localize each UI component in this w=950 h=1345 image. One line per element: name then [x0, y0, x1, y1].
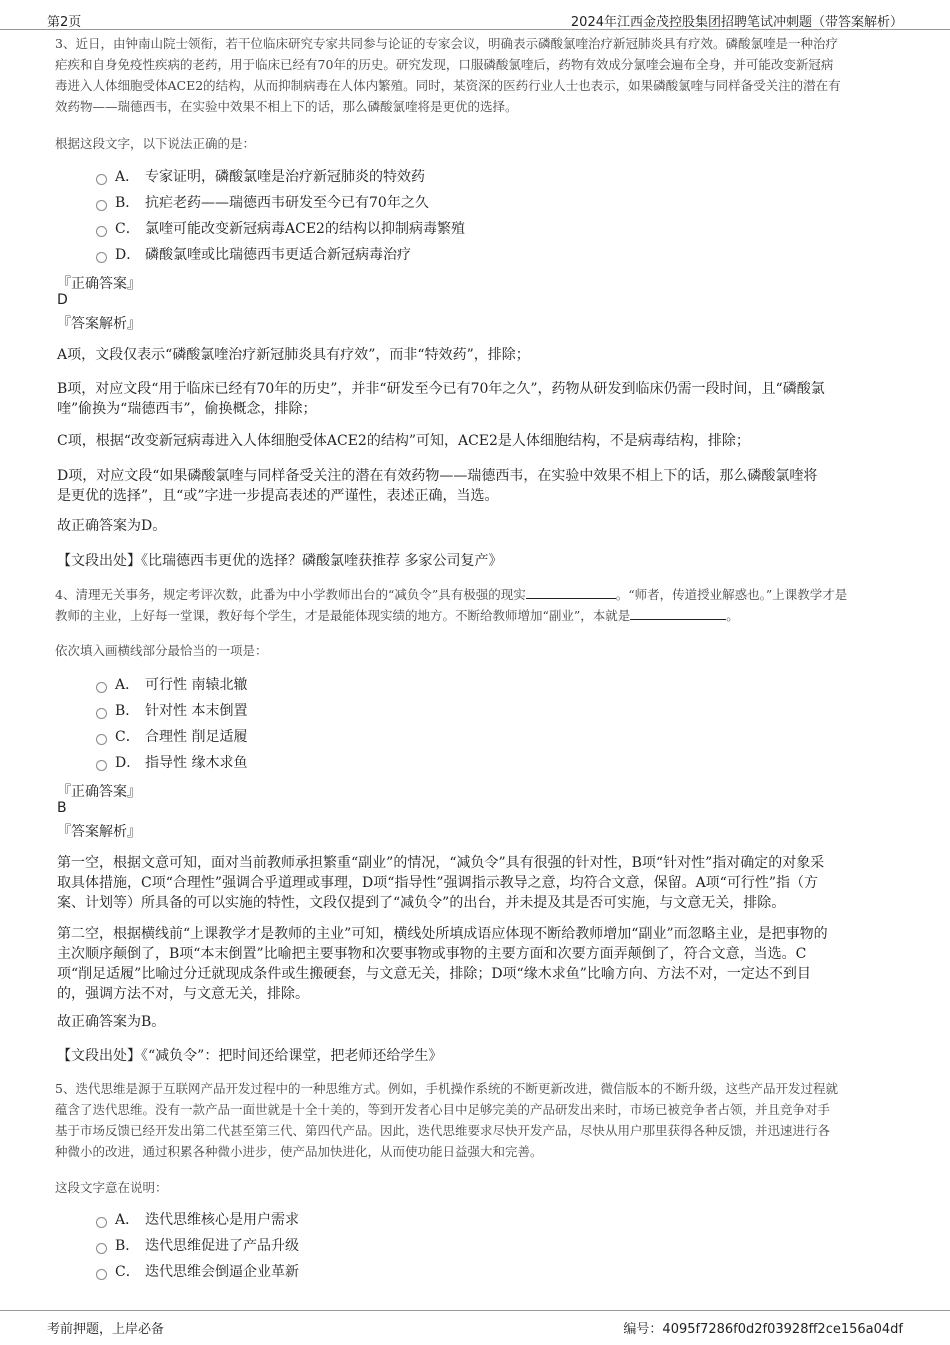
- option-text: 可行性 南辕北辙: [145, 677, 248, 693]
- fill-blank-1[interactable]: [526, 587, 616, 599]
- q5-option-c[interactable]: C． 迭代思维会倒逼企业革新: [96, 1260, 299, 1282]
- radio-icon[interactable]: [96, 1269, 107, 1280]
- q3-answer-label: 『正确答案』: [57, 276, 141, 292]
- radio-icon[interactable]: [96, 1217, 107, 1228]
- radio-icon[interactable]: [96, 1243, 107, 1254]
- option-text: 磷酸氯喹或比瑞德西韦更适合新冠病毒治疗: [145, 247, 411, 263]
- radio-icon[interactable]: [96, 200, 107, 211]
- passage-line: 毒进入人体细胞受体ACE2的结构，从而抑制病毒在人体内繁殖。同时，某资深的医药行业人士也表示，如果磷酸氯喹与同样备受关注的潜在有: [55, 78, 841, 93]
- q4-option-a[interactable]: A． 可行性 南辕北辙: [96, 673, 247, 695]
- q3-option-b[interactable]: B． 抗疟老药——瑞德西韦研发至今已有70年之久: [96, 191, 429, 213]
- q4-answer-label: 『正确答案』: [57, 784, 141, 800]
- q3-explanation-c: C项，根据“改变新冠病毒进入人体细胞受体ACE2的结构”可知，ACE2是人体细胞结构，不是病毒结构，排除；: [57, 433, 750, 449]
- passage-line: 蕴含了迭代思维。没有一款产品一面世就是十全十美的，等到开发者心目中足够完美的产品研发出来时，市场已被竞争者占领，并且竞争对手: [55, 1102, 831, 1117]
- radio-icon[interactable]: [96, 708, 107, 719]
- fill-blank-2[interactable]: [630, 608, 726, 620]
- q3-prompt: 根据这段文字，以下说法正确的是：: [55, 136, 256, 151]
- q4-conclusion: 故正确答案为B。: [57, 1014, 166, 1030]
- q3-option-a[interactable]: A． 专家证明，磷酸氯喹是治疗新冠肺炎的特效药: [96, 165, 425, 187]
- q5-prompt: 这段文字意在说明：: [55, 1180, 168, 1195]
- passage-line: 5、迭代思维是源于互联网产品开发过程中的一种思维方式。例如，手机操作系统的不断更新改进，微信版本的不断升级，这些产品开发过程就: [55, 1081, 838, 1096]
- q3-explanation-b: B项，对应文段“用于临床已经有70年的历史”，并非“研发至今已有70年之久”，药物从研发到临床仍需一段时间，且“磷酸氯 喹”偷换为“瑞德西韦”，偷换概念，排除；: [57, 381, 825, 417]
- q5-option-a[interactable]: A． 迭代思维核心是用户需求: [96, 1208, 299, 1230]
- q3-explanation-d: D项，对应文段“如果磷酸氯喹与同样备受关注的潜在有效药物——瑞德西韦，在实验中效果不相上下的话，那么磷酸氯喹将 是更优的选择”，且“或”字进一步提高表述的严谨性，表述正确，当选。: [57, 468, 818, 504]
- q4-explanation-blank-2: 第二空，根据横线前“上课教学才是教师的主业”可知，横线处所填成语应体现不断给教师增加“副业”而忽略主业，是把事物的 主次顺序颠倒了，B项“本末倒置”比喻把主要事物和次要事物或事物的主要方面和次要方面弄颠倒了，符合文意，当选。C 项“削足适履”比喻过分迁就现成条件或生搬硬套，与文意无关，排除；D项“缘木求鱼”比喻方向、方法不对，一定达不到目 的，强调方法不对，与文意无关，排除。: [57, 926, 828, 1002]
- q4-prompt: 依次填入画横线部分最恰当的一项是：: [55, 643, 268, 658]
- option-text: 迭代思维核心是用户需求: [145, 1212, 299, 1228]
- q3-explanation-a: A项，文段仅表示“磷酸氯喹治疗新冠肺炎具有疗效”，而非“特效药”，排除；: [57, 347, 530, 363]
- q3-source: 【文段出处】《比瑞德西韦更优的选择？磷酸氯喹获推荐 多家公司复产》: [57, 553, 503, 569]
- page-number: 第2页: [47, 15, 82, 30]
- radio-icon[interactable]: [96, 174, 107, 185]
- option-text: 指导性 缘木求鱼: [145, 755, 248, 771]
- option-text: 氯喹可能改变新冠病毒ACE2的结构以抑制病毒繁殖: [145, 221, 465, 237]
- q3-analysis-label: 『答案解析』: [57, 316, 141, 332]
- radio-icon[interactable]: [96, 734, 107, 745]
- document-code: 编号：4095f7286f0d2f03928ff2ce156a04df: [623, 1322, 903, 1337]
- page-header: [0, 0, 950, 30]
- option-text: 专家证明，磷酸氯喹是治疗新冠肺炎的特效药: [145, 169, 425, 185]
- radio-icon[interactable]: [96, 682, 107, 693]
- passage-line: 4、清理无关事务，规定考评次数，此番为中小学教师出台的“减负令”具有极强的现实 。“师者，传道授业解惑也。”上课教学才是: [55, 587, 848, 602]
- radio-icon[interactable]: [96, 760, 107, 771]
- q4-option-b[interactable]: B． 针对性 本末倒置: [96, 699, 247, 721]
- q4-explanation-blank-1: 第一空，根据文意可知，面对当前教师承担繁重“副业”的情况，“减负令”具有很强的针对性，B项“针对性”指对确定的对象采 取具体措施，C项“合理性”强调合乎道理或事理，D项“指导性”强调指示教导之意，均符合文意，保留。A项“可行性”指（方 案、计划等）所具备的可以实施的特性，文段仅提到了“减负令”的出台，并未提及其是否可实施，与文意无关，排除。: [57, 855, 825, 911]
- passage-line: 种微小的改进，通过积累各种微小进步，使产品加快进化，从而使功能日益强大和完善。: [55, 1144, 543, 1159]
- q5-option-b[interactable]: B． 迭代思维促进了产品升级: [96, 1234, 299, 1256]
- q3-option-c[interactable]: C． 氯喹可能改变新冠病毒ACE2的结构以抑制病毒繁殖: [96, 217, 465, 239]
- document-title: 2024年江西金茂控股集团招聘笔试冲刺题（带答案解析）: [570, 15, 903, 30]
- q3-passage: [55, 33, 897, 117]
- option-text: 迭代思维促进了产品升级: [145, 1238, 299, 1254]
- passage-line: 基于市场反馈已经开发出第二代甚至第三代、第四代产品。因此，迭代思维要求尽快开发产品，尽快从用户那里获得各种反馈，并迅速进行各: [55, 1123, 831, 1138]
- q4-answer: B: [57, 800, 67, 816]
- option-text: 迭代思维会倒逼企业革新: [145, 1264, 299, 1280]
- option-text: 合理性 削足适履: [145, 729, 248, 745]
- q3-answer: D: [57, 292, 68, 308]
- q4-option-d[interactable]: D． 指导性 缘木求鱼: [96, 751, 247, 773]
- radio-icon[interactable]: [96, 226, 107, 237]
- passage-line: 效药物——瑞德西韦，在实验中效果不相上下的话，那么磷酸氯喹将是更优的选择。: [55, 99, 518, 114]
- q4-option-c[interactable]: C． 合理性 削足适履: [96, 725, 247, 747]
- passage-line: 疟疾和自身免疫性疾病的老药，用于临床已经有70年的历史。研究发现，口服磷酸氯喹后，药物有效成分氯喹会遍布全身，并可能改变新冠病: [55, 57, 834, 72]
- q4-source: 【文段出处】《“减负令”：把时间还给课堂，把老师还给学生》: [57, 1048, 443, 1064]
- q4-passage: [55, 584, 897, 626]
- passage-line: 教师的主业，上好每一堂课，教好每个学生，才是最能体现实绩的地方。不断给教师增加“副业”，本就是 。: [55, 608, 739, 623]
- option-text: 抗疟老药——瑞德西韦研发至今已有70年之久: [145, 195, 429, 211]
- radio-icon[interactable]: [96, 252, 107, 263]
- option-text: 针对性 本末倒置: [145, 703, 248, 719]
- q3-conclusion: 故正确答案为D。: [57, 518, 167, 534]
- q3-option-d[interactable]: D． 磷酸氯喹或比瑞德西韦更适合新冠病毒治疗: [96, 243, 411, 265]
- page-footer: [0, 1310, 950, 1345]
- footer-slogan: 考前押题，上岸必备: [47, 1322, 165, 1337]
- q5-passage: [55, 1078, 897, 1162]
- q4-analysis-label: 『答案解析』: [57, 824, 141, 840]
- passage-line: 3、近日，由钟南山院士领衔，若干位临床研究专家共同参与论证的专家会议，明确表示磷酸氯喹治疗新冠肺炎具有疗效。磷酸氯喹是一种治疗: [55, 36, 838, 51]
